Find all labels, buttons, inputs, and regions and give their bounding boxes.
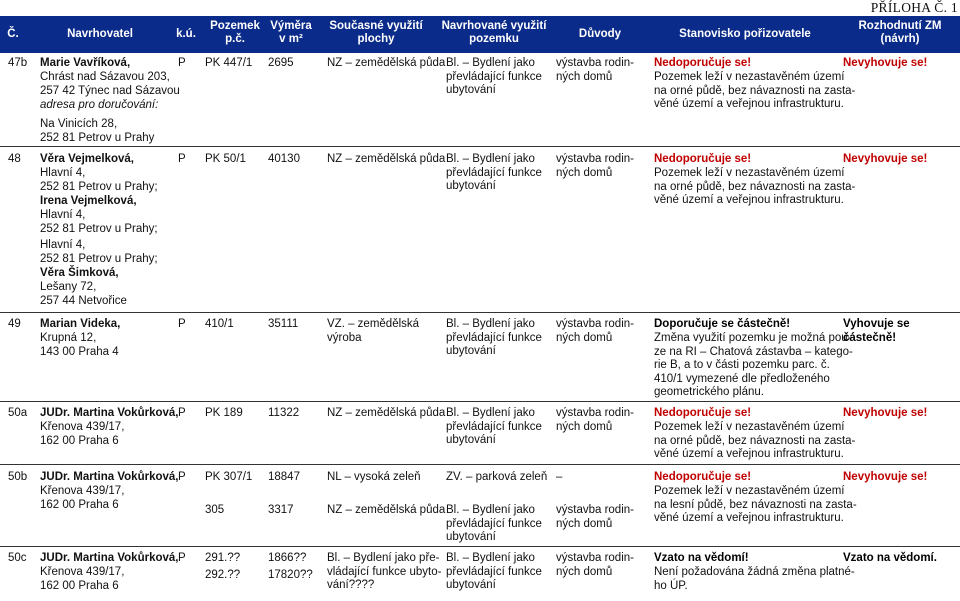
ku-value: P [178,471,186,483]
stanovisko-title: Nedoporučuje se! [654,471,752,483]
vymera-value: 2695 [268,57,294,69]
navrhovatel-name: Marie Vavříková, [40,57,131,69]
pozemek-value: 305 [205,504,225,516]
vymera-value: 1866?? [268,552,307,564]
stanovisko-title: Nedoporučuje se! [654,57,752,69]
navrhovatel-note: adresa pro doručování: [40,99,159,111]
stanovisko-title: Doporučuje se částečně! [654,318,791,330]
navrhovatel-address: Křenova 439/17, 162 00 Praha 6 [40,485,125,511]
row-number: 50a [8,407,28,419]
soucasne-value: NZ – zemědělská půda [327,153,446,165]
stanovisko-text: Není požadována žádná změna platné- ho ÚP. [654,566,855,592]
table-header [0,16,960,53]
stanovisko-text: Změna využití pozemku je možná pou- ze na RI – Chatová zástavba – katego- rie B, a to v části pozemku parc. č. 410/1 vymezené dle předloženého geometrického plánu. [654,332,853,399]
duvody-value: – [556,471,563,483]
ku-value: P [178,552,186,564]
stanovisko-text: Pozemek leží v nezastavěném území na lesní půdě, bez návaznosti na zasta- věné území a veřejnou infrastrukturu. [654,485,857,525]
navrhovatel-address: Chrást nad Sázavou 203, 257 42 Týnec nad Sázavou [40,71,180,97]
pozemek-value: 292.?? [205,569,241,581]
rozhodnuti-value: Nevyhovuje se! [843,407,928,419]
soucasne-value: NZ – zemědělská půda [327,57,446,69]
pozemek-value: PK 447/1 [205,57,253,69]
row-divider [0,146,960,147]
navrhovatel-name: Věra Šimková, [40,267,119,279]
duvody-value: výstavba rodin- ných domů [556,153,634,179]
navrhovatel-address: Křenova 439/17, 162 00 Praha 6 [40,421,125,447]
soucasne-value: VZ. – zemědělská výroba [327,318,420,344]
duvody-value: výstavba rodin- ných domů [556,318,634,344]
navrhovatel-name: JUDr. Martina Vokůrková, [40,552,179,564]
duvody-value: výstavba rodin- ných domů [556,552,634,578]
soucasne-value: NZ – zemědělská půda [327,407,446,419]
duvody-value: výstavba rodin- ných domů [556,57,634,83]
ku-value: P [178,57,186,69]
navrhovane-value: Bl. – Bydlení jako převládající funkce ubytování [446,318,542,358]
vymera-value: 3317 [268,504,294,516]
vymera-value: 40130 [268,153,300,165]
pozemek-value: PK 189 [205,407,243,419]
navrhovatel-address: Krupná 12, 143 00 Praha 4 [40,332,119,358]
navrhovane-value: Bl. – Bydlení jako převládající funkce ubytování [446,57,542,97]
soucasne-value: Bl. – Bydlení jako pře- vládající funkce ubyto- vání???? [327,552,442,592]
header-col-navrhovane: Navrhované využití pozemku [441,20,547,45]
ku-value: P [178,407,186,419]
stanovisko-title: Vzato na vědomí! [654,552,749,564]
navrhovatel-name: Marian Videka, [40,318,121,330]
header-col-navrhovatel: Navrhovatel [67,28,133,40]
soucasne-value: NL – vysoká zeleň [327,471,421,483]
pozemek-value: 410/1 [205,318,234,330]
vymera-value: 17820?? [268,569,313,581]
navrhovatel-name: Irena Vejmelková, [40,195,137,207]
row-divider [0,401,960,402]
navrhovatel-address: Křenova 439/17, 162 00 Praha 6 [40,566,125,592]
page-label: PŘÍLOHA Č. 1 [870,0,958,15]
pozemek-value: PK 50/1 [205,153,246,165]
row-divider [0,312,960,313]
soucasne-value: NZ – zemědělská půda [327,504,446,516]
header-col-rozhodnuti: Rozhodnutí ZM (návrh) [858,20,942,45]
navrhovane-value: Bl. – Bydlení jako převládající funkce ubytování [446,552,542,592]
row-number: 47b [8,57,28,69]
pozemek-value: PK 307/1 [205,471,253,483]
row-number: 50b [8,471,28,483]
ku-value: P [178,153,186,165]
navrhovatel-address: Lešany 72, 257 44 Netvořice [40,281,127,307]
stanovisko-title: Nedoporučuje se! [654,153,752,165]
navrhovane-value: Bl. – Bydlení jako převládající funkce ubytování [446,504,542,544]
row-number: 48 [8,153,21,165]
row-divider [0,464,960,465]
header-col-soucasne: Současné využití plochy [329,20,423,45]
rozhodnuti-value: Nevyhovuje se! [843,57,928,69]
row-divider [0,546,960,547]
navrhovane-value: ZV. – parková zeleň [446,471,548,483]
vymera-value: 35111 [268,318,299,330]
rozhodnuti-value: Vyhovuje se částečně! [843,318,910,344]
header-col-pozemek: Pozemek p.č. [210,20,260,45]
navrhovane-value: Bl. – Bydlení jako převládající funkce ubytování [446,153,542,193]
stanovisko-text: Pozemek leží v nezastavěném území na orné půdě, bez návaznosti na zasta- věné území a veřejnou infrastrukturu. [654,71,856,111]
row-number: 50c [8,552,27,564]
navrhovatel-address-2: Na Vinicích 28, 252 81 Petrov u Prahy [40,118,155,144]
header-col-duvody: Důvody [578,28,622,40]
navrhovatel-address: Hlavní 4, 252 81 Petrov u Prahy; [40,239,158,265]
ku-value: P [178,318,186,330]
header-col-c: Č. [7,28,19,40]
navrhovatel-name: Věra Vejmelková, [40,153,134,165]
vymera-value: 18847 [268,471,300,483]
header-col-vymera: Výměra v m² [270,20,312,45]
navrhovatel-address: Hlavní 4, 252 81 Petrov u Prahy; [40,167,158,193]
rozhodnuti-value: Nevyhovuje se! [843,471,928,483]
navrhovatel-name: JUDr. Martina Vokůrková, [40,471,179,483]
duvody-value: výstavba rodin- ných domů [556,407,634,433]
duvody-value: výstavba rodin- ných domů [556,504,634,530]
navrhovane-value: Bl. – Bydlení jako převládající funkce ubytování [446,407,542,447]
navrhovatel-address: Hlavní 4, 252 81 Petrov u Prahy; [40,209,158,235]
stanovisko-title: Nedoporučuje se! [654,407,752,419]
rozhodnuti-value: Vzato na vědomí. [843,552,937,564]
header-col-ku: k.ú. [176,28,196,40]
stanovisko-text: Pozemek leží v nezastavěném území na orné půdě, bez návaznosti na zasta- věné území a veřejnou infrastrukturu. [654,421,856,461]
row-number: 49 [8,318,21,330]
rozhodnuti-value: Nevyhovuje se! [843,153,928,165]
stanovisko-text: Pozemek leží v nezastavěném území na orné půdě, bez návaznosti na zasta- věné území a veřejnou infrastrukturu. [654,167,856,207]
navrhovatel-name: JUDr. Martina Vokůrková, [40,407,179,419]
header-col-stanovisko: Stanovisko pořizovatele [679,28,811,40]
pozemek-value: 291.?? [205,552,241,564]
vymera-value: 11322 [268,407,300,419]
